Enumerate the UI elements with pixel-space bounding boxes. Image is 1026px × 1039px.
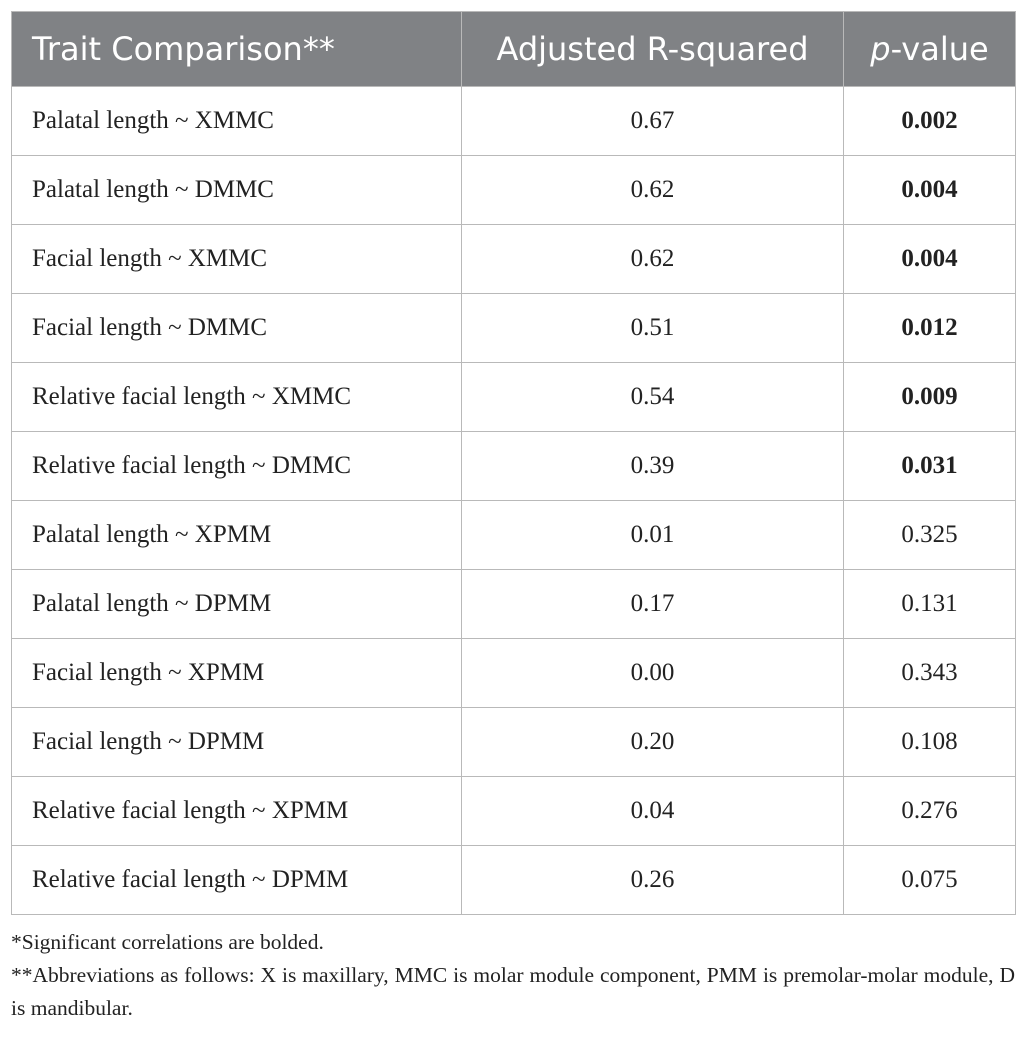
table-row (12, 708, 1016, 777)
cell-p-value: 0.131 (844, 570, 1016, 639)
cell-p-value: 0.343 (844, 639, 1016, 708)
cell-r2: 0.20 (462, 708, 844, 777)
table-row (12, 846, 1016, 915)
cell-trait: Palatal length ~ DMMC (12, 156, 462, 225)
cell-p-value: 0.004 (844, 156, 1016, 225)
cell-r2: 0.00 (462, 639, 844, 708)
table-row (12, 777, 1016, 846)
table-row (12, 225, 1016, 294)
footnote-abbreviations: **Abbreviations as follows: X is maxillary, MMC is molar module component, PMM is premolar-molar module, D is mandibular. (11, 963, 1015, 1020)
header-trait-comparison: Trait Comparison** (12, 12, 462, 87)
table-row (12, 156, 1016, 225)
cell-r2: 0.26 (462, 846, 844, 915)
cell-trait: Relative facial length ~ DPMM (12, 846, 462, 915)
cell-r2: 0.62 (462, 156, 844, 225)
table-footnotes (11, 926, 1015, 1025)
header-adjusted-r-squared: Adjusted R-squared (462, 12, 844, 87)
cell-r2: 0.62 (462, 225, 844, 294)
cell-p-value: 0.276 (844, 777, 1016, 846)
cell-r2: 0.01 (462, 501, 844, 570)
table-header-row (12, 12, 1016, 87)
header-p-value (844, 12, 1016, 87)
cell-r2: 0.17 (462, 570, 844, 639)
cell-r2: 0.54 (462, 363, 844, 432)
cell-trait: Palatal length ~ DPMM (12, 570, 462, 639)
cell-r2: 0.04 (462, 777, 844, 846)
cell-trait: Relative facial length ~ XPMM (12, 777, 462, 846)
cell-trait: Relative facial length ~ XMMC (12, 363, 462, 432)
table-row (12, 432, 1016, 501)
cell-r2: 0.51 (462, 294, 844, 363)
cell-trait: Facial length ~ XMMC (12, 225, 462, 294)
cell-p-value: 0.009 (844, 363, 1016, 432)
cell-r2: 0.67 (462, 87, 844, 156)
table-row (12, 87, 1016, 156)
cell-p-value: 0.325 (844, 501, 1016, 570)
cell-p-value: 0.012 (844, 294, 1016, 363)
table-row (12, 570, 1016, 639)
table-row (12, 639, 1016, 708)
cell-trait: Facial length ~ XPMM (12, 639, 462, 708)
results-table-container (11, 11, 1015, 915)
table-row (12, 501, 1016, 570)
header-p-suffix: -value (890, 30, 989, 68)
cell-trait: Palatal length ~ XMMC (12, 87, 462, 156)
cell-trait: Facial length ~ DPMM (12, 708, 462, 777)
cell-trait: Facial length ~ DMMC (12, 294, 462, 363)
table-row (12, 294, 1016, 363)
table-body (12, 87, 1016, 915)
cell-p-value: 0.002 (844, 87, 1016, 156)
header-p-italic: p (870, 30, 891, 68)
results-table (11, 11, 1016, 915)
table-row (12, 363, 1016, 432)
cell-p-value: 0.031 (844, 432, 1016, 501)
cell-trait: Relative facial length ~ DMMC (12, 432, 462, 501)
footnote-significance: *Significant correlations are bolded. (11, 930, 324, 954)
cell-p-value: 0.108 (844, 708, 1016, 777)
cell-p-value: 0.075 (844, 846, 1016, 915)
cell-trait: Palatal length ~ XPMM (12, 501, 462, 570)
cell-p-value: 0.004 (844, 225, 1016, 294)
cell-r2: 0.39 (462, 432, 844, 501)
